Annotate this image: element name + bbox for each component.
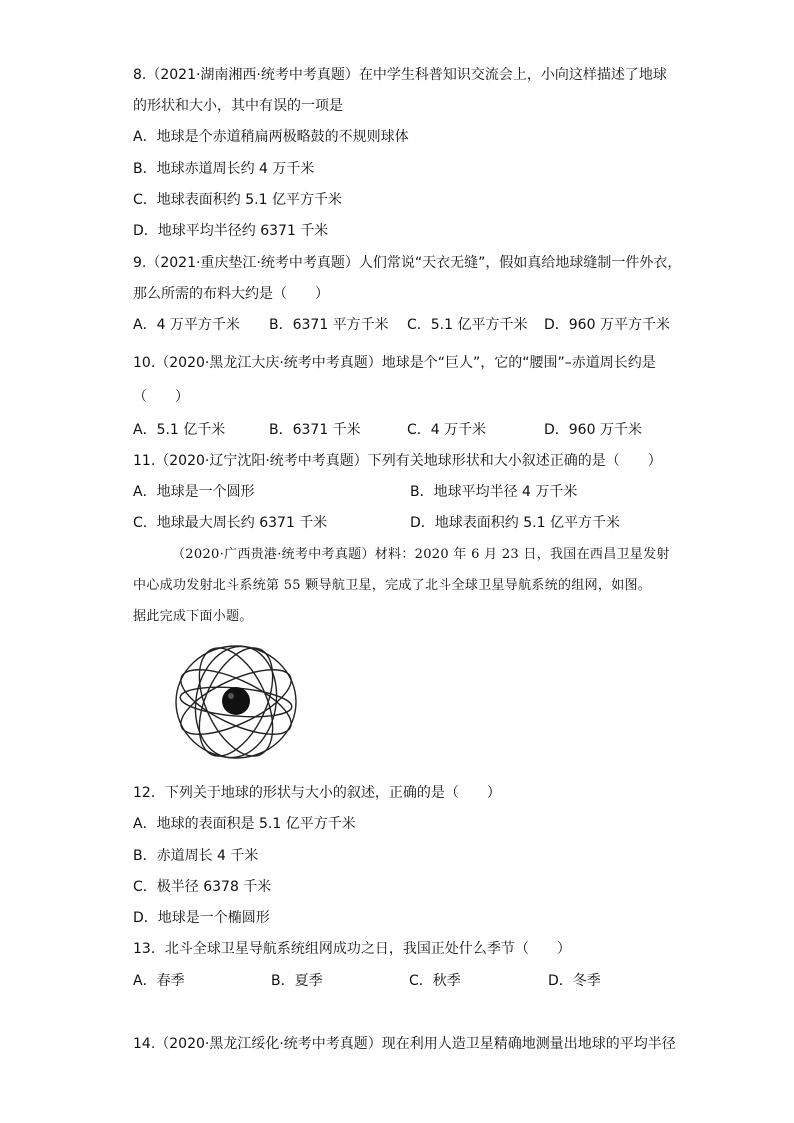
q10-stem-line1: 10.（2020·黑龙江大庆·统考中考真题）地球是个“巨人”，它的“腰围”–赤道周长约是 [133,355,656,371]
q10-option-b: B．6371 千米 [269,422,361,438]
earth-globe [222,687,250,715]
material-line3: 据此完成下面小题。 [133,609,253,624]
q10-stem-line2: （ ） [133,389,189,405]
q11-stem-line1: 11.（2020·辽宁沈阳·统考中考真题）下列有关地球形状和大小叙述正确的是（ ） [133,453,662,469]
q13-option-b: B．夏季 [271,973,323,989]
q11-option-a: A．地球是一个圆形 [133,484,255,500]
q8-stem-line2: 的形状和大小，其中有误的一项是 [133,98,343,114]
q9-option-c: C．5.1 亿平方千米 [407,317,528,333]
material-line1: （2020·广西贵港·统考中考真题）材料：2020 年 6 月 23 日，我国在西昌卫星发射 [172,547,670,562]
q12-option-a: A．地球的表面积是 5.1 亿平方千米 [133,816,356,832]
q8-option-d: D．地球平均半径约 6371 千米 [133,223,329,239]
material-line2: 中心成功发射北斗系统第 55 颗导航卫星，完成了北斗全球卫星导航系统的组网，如图。 [133,578,652,593]
q13-option-a: A．春季 [133,973,185,989]
q12-option-c: C．极半径 6378 千米 [133,879,272,895]
q9-stem-line1: 9.（2021·重庆垫江·统考中考真题）人们常说“天衣无缝”，假如真给地球缝制一件外衣， [133,255,682,271]
q8-option-c: C．地球表面积约 5.1 亿平方千米 [133,192,342,208]
q14-stem-line1: 14.（2020·黑龙江绥化·统考中考真题）现在利用人造卫星精确地测量出地球的平均半径 [133,1036,676,1052]
q12-stem-line1: 12．下列关于地球的形状与大小的叙述，正确的是（ ） [133,785,501,801]
q11-option-d: D．地球表面积约 5.1 亿平方千米 [410,515,620,531]
q12-option-d: D．地球是一个椭圆形 [133,910,270,926]
q9-stem-line2: 那么所需的布料大约是（ ） [133,286,329,302]
q10-option-d: D．960 万千米 [544,422,642,438]
q8-stem-line1: 8.（2021·湖南湘西·统考中考真题）在中学生科普知识交流会上，小向这样描述了地球 [133,67,667,83]
satellite-constellation-figure [170,641,302,763]
q13-option-d: D．冬季 [548,973,601,989]
q13-option-c: C．秋季 [409,973,461,989]
q10-option-c: C．4 万千米 [407,422,487,438]
q11-option-b: B．地球平均半径 4 万千米 [410,484,578,500]
q13-stem-line1: 13．北斗全球卫星导航系统组网成功之日，我国正处什么季节（ ） [133,941,571,957]
earth-highlight [228,693,234,699]
q12-option-b: B．赤道周长 4 千米 [133,848,259,864]
q11-option-c: C．地球最大周长约 6371 千米 [133,515,328,531]
q9-option-d: D．960 万平方千米 [544,317,670,333]
q8-option-b: B．地球赤道周长约 4 万千米 [133,161,315,177]
q9-option-a: A．4 万平方千米 [133,317,240,333]
q8-option-a: A．地球是个赤道稍扁两极略鼓的不规则球体 [133,129,409,145]
q9-option-b: B．6371 平方千米 [269,317,389,333]
q10-option-a: A．5.1 亿千米 [133,422,226,438]
